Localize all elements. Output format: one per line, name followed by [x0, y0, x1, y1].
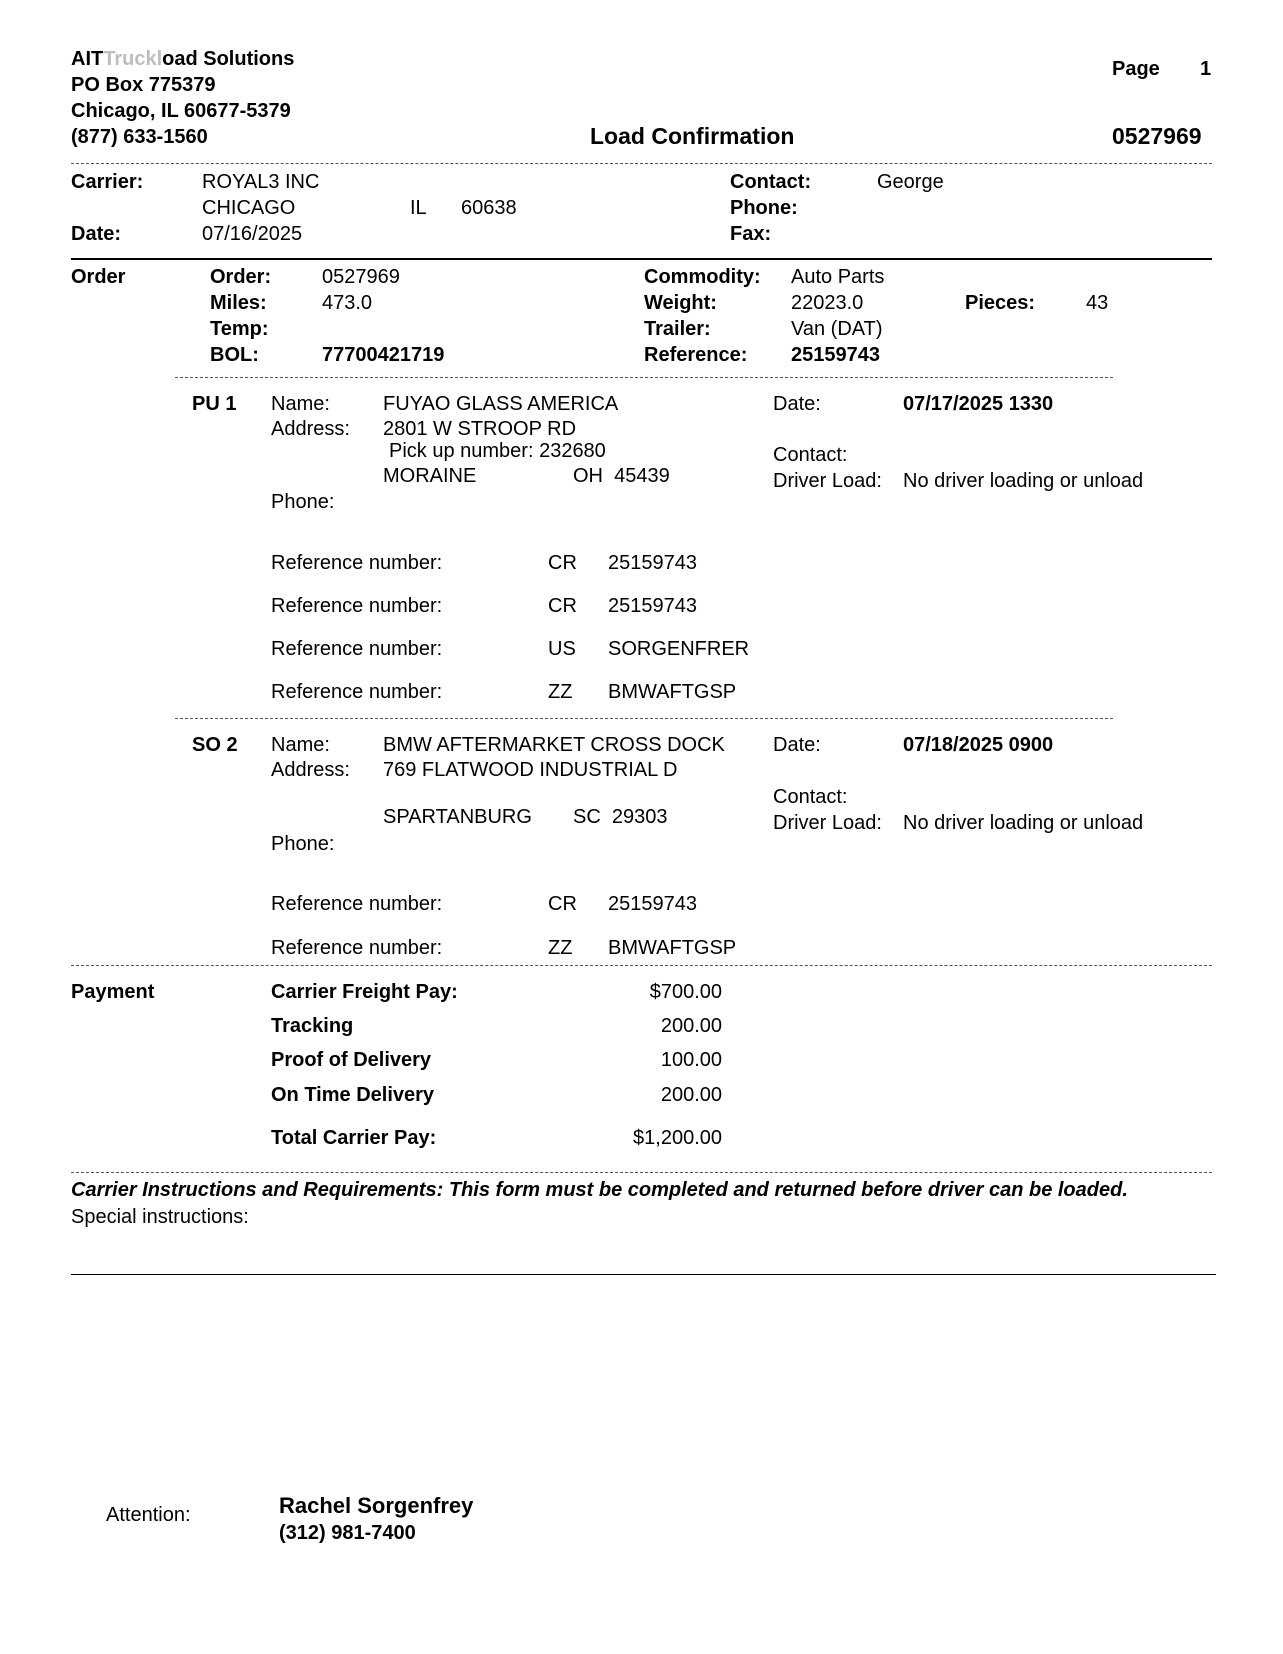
order-divider [175, 377, 1113, 378]
company-address-line2: Chicago, IL 60677-5379 [71, 100, 291, 122]
reference-label: Reference number: [271, 681, 443, 703]
order-number-label: Order: [210, 266, 272, 288]
stop-address-label: Address: [271, 759, 350, 781]
reference-label: Reference number: [271, 552, 443, 574]
payment-item-amount: 200.00 [660, 1084, 722, 1106]
payment-item-label: Tracking [271, 1015, 354, 1037]
document-title: Load Confirmation [590, 123, 795, 149]
payment-total-amount: $1,200.00 [633, 1127, 722, 1149]
attention-phone: (312) 981-7400 [279, 1522, 416, 1544]
attention-name: Rachel Sorgenfrey [279, 1493, 474, 1518]
order-miles: 473.0 [322, 292, 373, 314]
special-instructions-line [71, 1274, 1216, 1275]
order-pieces: 43 [1086, 292, 1109, 314]
carrier-contact-label: Contact: [730, 171, 812, 193]
stop-code: PU 1 [192, 393, 237, 415]
order-bol-label: BOL: [210, 344, 259, 366]
order-weight-label: Weight: [644, 292, 717, 314]
stop-driver-load-label: Driver Load: [773, 812, 882, 834]
order-trailer-label: Trailer: [644, 318, 711, 340]
reference-value: 25159743 [608, 893, 697, 915]
carrier-date-label: Date: [71, 223, 122, 245]
stop-driver-load-label: Driver Load: [773, 470, 882, 492]
stop-phone-label: Phone: [271, 833, 335, 855]
stop-address-label: Address: [271, 418, 350, 440]
stop-state-zip: SC 29303 [573, 806, 668, 828]
order-weight: 22023.0 [791, 292, 864, 314]
stop-address: 769 FLATWOOD INDUSTRIAL D [383, 759, 678, 781]
reference-type: ZZ [548, 937, 573, 959]
order-pieces-label: Pieces: [965, 292, 1036, 314]
reference-value: 25159743 [608, 552, 697, 574]
order-temp-label: Temp: [210, 318, 269, 340]
carrier-state: IL [410, 197, 427, 219]
carrier-divider [71, 258, 1212, 260]
stop-name: BMW AFTERMARKET CROSS DOCK [383, 734, 725, 756]
reference-type: CR [548, 595, 577, 617]
company-name-suffix: oad Solutions [162, 48, 295, 70]
reference-type: CR [548, 552, 577, 574]
carrier-phone-label: Phone: [730, 197, 798, 219]
payment-item-label: On Time Delivery [271, 1084, 435, 1106]
stop-code: SO 2 [192, 734, 238, 756]
page-label: Page [1112, 58, 1160, 80]
company-name-prefix: AIT [71, 48, 104, 70]
stop-address: 2801 W STROOP RD [383, 418, 577, 440]
special-instructions-label: Special instructions: [71, 1206, 249, 1228]
company-phone: (877) 633-1560 [71, 126, 208, 148]
order-number: 0527969 [322, 266, 400, 288]
instructions-divider [71, 1172, 1212, 1173]
order-bol: 77700421719 [322, 344, 445, 366]
order-reference: 25159743 [791, 344, 880, 366]
payment-item-label: Proof of Delivery [271, 1049, 432, 1071]
carrier-instructions-heading: Carrier Instructions and Requirements: This form must be completed and returned before driver can be loaded. [71, 1179, 1128, 1201]
carrier-fax-label: Fax: [730, 223, 772, 245]
company-address-line1: PO Box 775379 [71, 74, 216, 96]
reference-value: BMWAFTGSP [608, 937, 737, 959]
carrier-label: Carrier: [71, 171, 144, 193]
order-commodity: Auto Parts [791, 266, 885, 288]
reference-label: Reference number: [271, 595, 443, 617]
payment-item-amount: 100.00 [660, 1049, 722, 1071]
order-trailer: Van (DAT) [791, 318, 883, 340]
reference-label: Reference number: [271, 638, 443, 660]
header-divider [71, 163, 1212, 164]
page-number: 1 [1200, 58, 1212, 80]
reference-value: BMWAFTGSP [608, 681, 737, 703]
stop-pickup-number: Pick up number: 232680 [389, 440, 606, 462]
reference-type: CR [548, 893, 577, 915]
stop-contact-label: Contact: [773, 444, 848, 466]
stop-city: SPARTANBURG [383, 806, 532, 828]
confirmation-number: 0527969 [1112, 123, 1202, 149]
stop-driver-load: No driver loading or unload [903, 470, 1144, 492]
order-commodity-label: Commodity: [644, 266, 761, 288]
stop-date: 07/17/2025 1330 [903, 393, 1054, 415]
stop-city: MORAINE [383, 465, 477, 487]
company-name-faded: Truckl [103, 48, 163, 70]
payment-section-label: Payment [71, 981, 155, 1003]
payment-item-amount: 200.00 [660, 1015, 722, 1037]
payment-item-amount: $700.00 [649, 981, 722, 1003]
stop-driver-load: No driver loading or unload [903, 812, 1144, 834]
stop-contact-label: Contact: [773, 786, 848, 808]
reference-value: SORGENFRER [608, 638, 750, 660]
reference-type: ZZ [548, 681, 573, 703]
reference-type: US [548, 638, 576, 660]
payment-divider [71, 965, 1212, 966]
order-section-label: Order [71, 266, 126, 288]
reference-label: Reference number: [271, 893, 443, 915]
stop-date: 07/18/2025 0900 [903, 734, 1054, 756]
carrier-city: CHICAGO [202, 197, 296, 219]
stop-name: FUYAO GLASS AMERICA [383, 393, 619, 415]
stop-state-zip: OH 45439 [573, 465, 670, 487]
stop-name-label: Name: [271, 734, 330, 756]
carrier-contact: George [877, 171, 944, 193]
carrier-zip: 60638 [461, 197, 517, 219]
attention-label: Attention: [106, 1504, 191, 1526]
carrier-name: ROYAL3 INC [202, 171, 320, 193]
order-reference-label: Reference: [644, 344, 748, 366]
reference-label: Reference number: [271, 937, 443, 959]
stop-date-label: Date: [773, 393, 821, 415]
order-miles-label: Miles: [210, 292, 267, 314]
reference-value: 25159743 [608, 595, 697, 617]
stop-divider [175, 718, 1113, 719]
stop-phone-label: Phone: [271, 491, 335, 513]
stop-name-label: Name: [271, 393, 330, 415]
stop-date-label: Date: [773, 734, 821, 756]
payment-total-label: Total Carrier Pay: [271, 1127, 437, 1149]
company-name [71, 47, 294, 71]
carrier-date: 07/16/2025 [202, 223, 303, 245]
payment-item-label: Carrier Freight Pay: [271, 981, 458, 1003]
